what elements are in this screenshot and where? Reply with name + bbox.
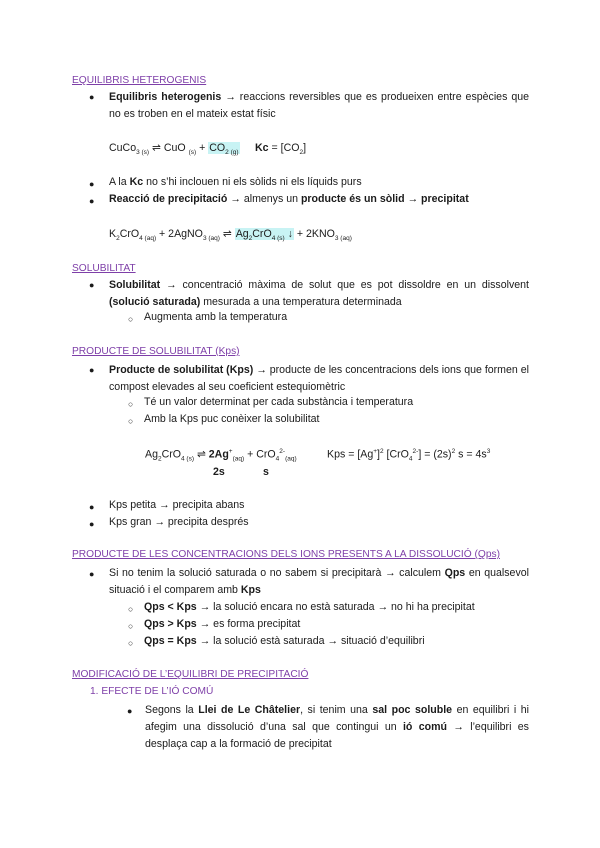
paragraph-kc-note: A la Kc no s’hi inclouen ni els sòlids ni els líquids purs — [109, 176, 362, 188]
equation-k2cro4: $K_2CrO_{4 (aq)}$ + 2AgNO$_{3 (aq)}$ ⇌ $Ag_2CrO_{4 (s)}$ ↓ + $2KNO_{3 (aq)}$ — [109, 228, 352, 243]
circle-bullet-icon: ○ — [128, 314, 134, 324]
paragraph-kps-petita: Kps petita → precipita abans — [109, 499, 245, 511]
sub-item-qps-greater: Qps > Kps → es forma precipitat — [144, 618, 301, 630]
paragraph-reaccio-precipitacio: Reacció de precipitació → almenys un producte és un sòlid → precipitat — [109, 193, 469, 205]
paragraph-producte-solubilitat: Producte de solubilitat (Kps) → producte de les concentracions dels ions que formen el compost elevades al seu coeficient estequiomètric — [109, 364, 529, 393]
sub-item-valor-determinat: Té un valor determinat per cada substància i temperatura — [144, 396, 414, 408]
sub-item-qps-equal: Qps = Kps → la solució està saturada → situació d’equilibri — [144, 635, 425, 647]
bullet-icon: ● — [89, 365, 95, 375]
highlight-co2: $CO_{2 (g)}$ — [209, 142, 239, 157]
paragraph-le-chatelier: Segons la Llei de Le Châtelier, si tenim una sal poc soluble en equilibri i hi afegim una dissolució d’una sal que contingui un ió comú → l’equilibri es desplaça cap a la formació de precipitat — [145, 704, 530, 750]
bullet-icon: ● — [89, 569, 95, 579]
kps-expression: Kps = $[Ag^+]^2$ $[CrO_4^{2-}] = (2s)^2$ $s = 4s^3$ — [327, 448, 491, 463]
circle-bullet-icon: ○ — [128, 621, 134, 631]
equation-cuco3: CuCo$_{3 (s)}$ ⇌ CuO $_{(s)} + CO_{2 (g)}$ — [109, 142, 239, 157]
paragraph-kps-gran: Kps gran → precipita després — [109, 516, 249, 528]
paragraph-solubilitat: Solubilitat → concentració màxima de solut que es pot dissoldre en un dissolvent (solució saturada) mesurada a una temperatura determinada — [109, 279, 529, 308]
bullet-icon: ● — [89, 179, 95, 189]
heading-qps: PRODUCTE DE LES CONCENTRACIONS DELS IONS PRESENTS A LA DISSOLUCIÓ (Qps) — [72, 549, 500, 560]
paragraph-equilibris-heterogenis: Equilibris heterogenis → reaccions reversibles que es produeixen entre espècies que no es troben en el mateix estat físic — [109, 91, 529, 120]
sub-item-kps-solubilitat: Amb la Kps puc conèixer la solubilitat — [144, 413, 320, 425]
bullet-icon: ● — [89, 92, 95, 102]
heading-solubilitat: SOLUBILITAT — [72, 263, 136, 274]
solubility-s: s — [263, 466, 269, 478]
numbered-item-efecte-io-comu: 1. EFECTE DE L’IÓ COMÚ — [90, 686, 214, 697]
solubility-2s: 2s — [213, 466, 225, 478]
kc-expression: $Kc = [CO_2]$ — [255, 142, 307, 157]
heading-modificacio-equilibri: MODIFICACIÓ DE L’EQUILIBRI DE PRECIPITACIÓ — [72, 669, 309, 680]
bullet-icon: ● — [127, 706, 133, 716]
circle-bullet-icon: ○ — [128, 399, 134, 409]
bullet-icon: ● — [89, 196, 95, 206]
heading-producte-solubilitat: PRODUCTE DE SOLUBILITAT (Kps) — [72, 346, 240, 357]
bullet-icon: ● — [89, 519, 95, 529]
circle-bullet-icon: ○ — [128, 638, 134, 648]
paragraph-qps: Si no tenim la solució saturada o no sabem si precipitarà → calculem Qps en qualsevol situació i el comparem amb Kps — [109, 567, 529, 596]
bullet-icon: ● — [89, 280, 95, 290]
bullet-icon: ● — [89, 502, 95, 512]
highlight-ag2cro4: $Ag_2CrO_{4 (s)}$ ↓ — [235, 228, 293, 243]
sub-item-qps-less: Qps < Kps → la solució encara no està saturada → no hi ha precipitat — [144, 601, 475, 613]
sub-item-temperatura: Augmenta amb la temperatura — [144, 311, 288, 323]
equation-ag2cro4-dissociation: $Ag_2CrO_{4 (s)}$ ⇌ $2Ag^+_{(aq)} + CrO_4^{2-}_{(aq)}$ — [145, 448, 297, 463]
circle-bullet-icon: ○ — [128, 604, 134, 614]
heading-equilibris-heterogenis: EQUILIBRIS HETEROGENIS — [72, 75, 207, 86]
circle-bullet-icon: ○ — [128, 416, 134, 426]
